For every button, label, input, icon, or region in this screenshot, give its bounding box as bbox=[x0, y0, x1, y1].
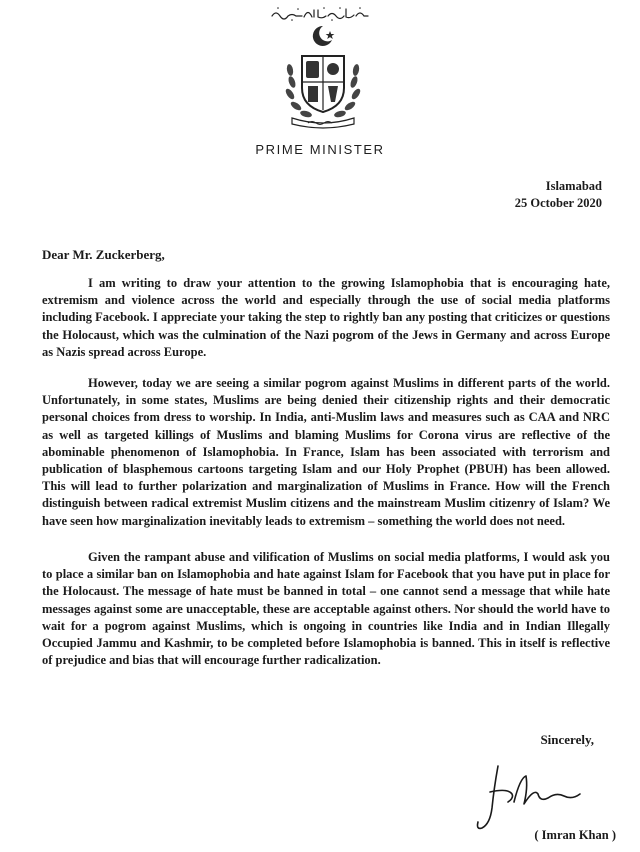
body-paragraph-2: However, today we are seeing a similar pogrom against Muslims in different parts of the world. Unfortunately, in some states, Muslims are being denied their citizenship rights and their democratic personal choices from dress to worship. In India, anti-Muslim laws and measures such as CAA and NRC as well as targeted killings of Muslims and blaming Muslims for Corona virus are reflective of the abominable phenomenon of Islamophobia. In France, Islam has been associated with terrorism and publication of blasphemous cartoons targeting Islam and our Holy Prophet (PBUH) has been allowed. This will lead to further polarization and marginalization of Muslims in France. How will the French distinguish between radical extremist Muslim citizens and the mainstream Muslim citizenry of Islam? We have seen how marginalization inevitably leads to extremism – something the world does not need. bbox=[42, 376, 610, 528]
date: 25 October 2020 bbox=[514, 196, 602, 210]
handwritten-signature-icon bbox=[468, 758, 598, 838]
closing: Sincerely, bbox=[540, 732, 594, 747]
pakistan-state-emblem-icon bbox=[278, 22, 368, 130]
body-paragraph-1: I am writing to draw your attention to the growing Islamophobia that is encouraging hate, extremism and violence across the world and especially through the use of social media platforms including Facebook. I appreciate your taking the step to rightly ban any posting that criticizes or questions the Holocaust, which was the culmination of the Nazi pogrom of the Jews in Germany and across Europe as Nazis spread across Europe. bbox=[42, 276, 610, 359]
bismillah-calligraphy bbox=[268, 4, 372, 22]
body-paragraph-3: Given the rampant abuse and vilification of Muslims on social media platforms, I would ask you to place a similar ban on Islamophobia and hate against Islam for Facebook that you have put in place for the Holocaust. The message of hate must be banned in total – one cannot send a message that while hate messages against some are unacceptable, these are acceptable against others. Nor should the world have to wait for a pogrom against Muslims, which is ongoing in countries like India and in Indian Illegally Occupied Jammu and Kashmir, to be completed before Islamophobia is banned. This in itself is reflective of prejudice and bias that will encourage further radicalization. bbox=[42, 550, 610, 668]
place: Islamabad bbox=[545, 179, 602, 193]
office-title: PRIME MINISTER bbox=[255, 142, 385, 157]
place-date-block bbox=[515, 178, 602, 212]
salutation: Dear Mr. Zuckerberg, bbox=[42, 247, 165, 262]
signer-name: ( Imran Khan ) bbox=[534, 828, 616, 842]
